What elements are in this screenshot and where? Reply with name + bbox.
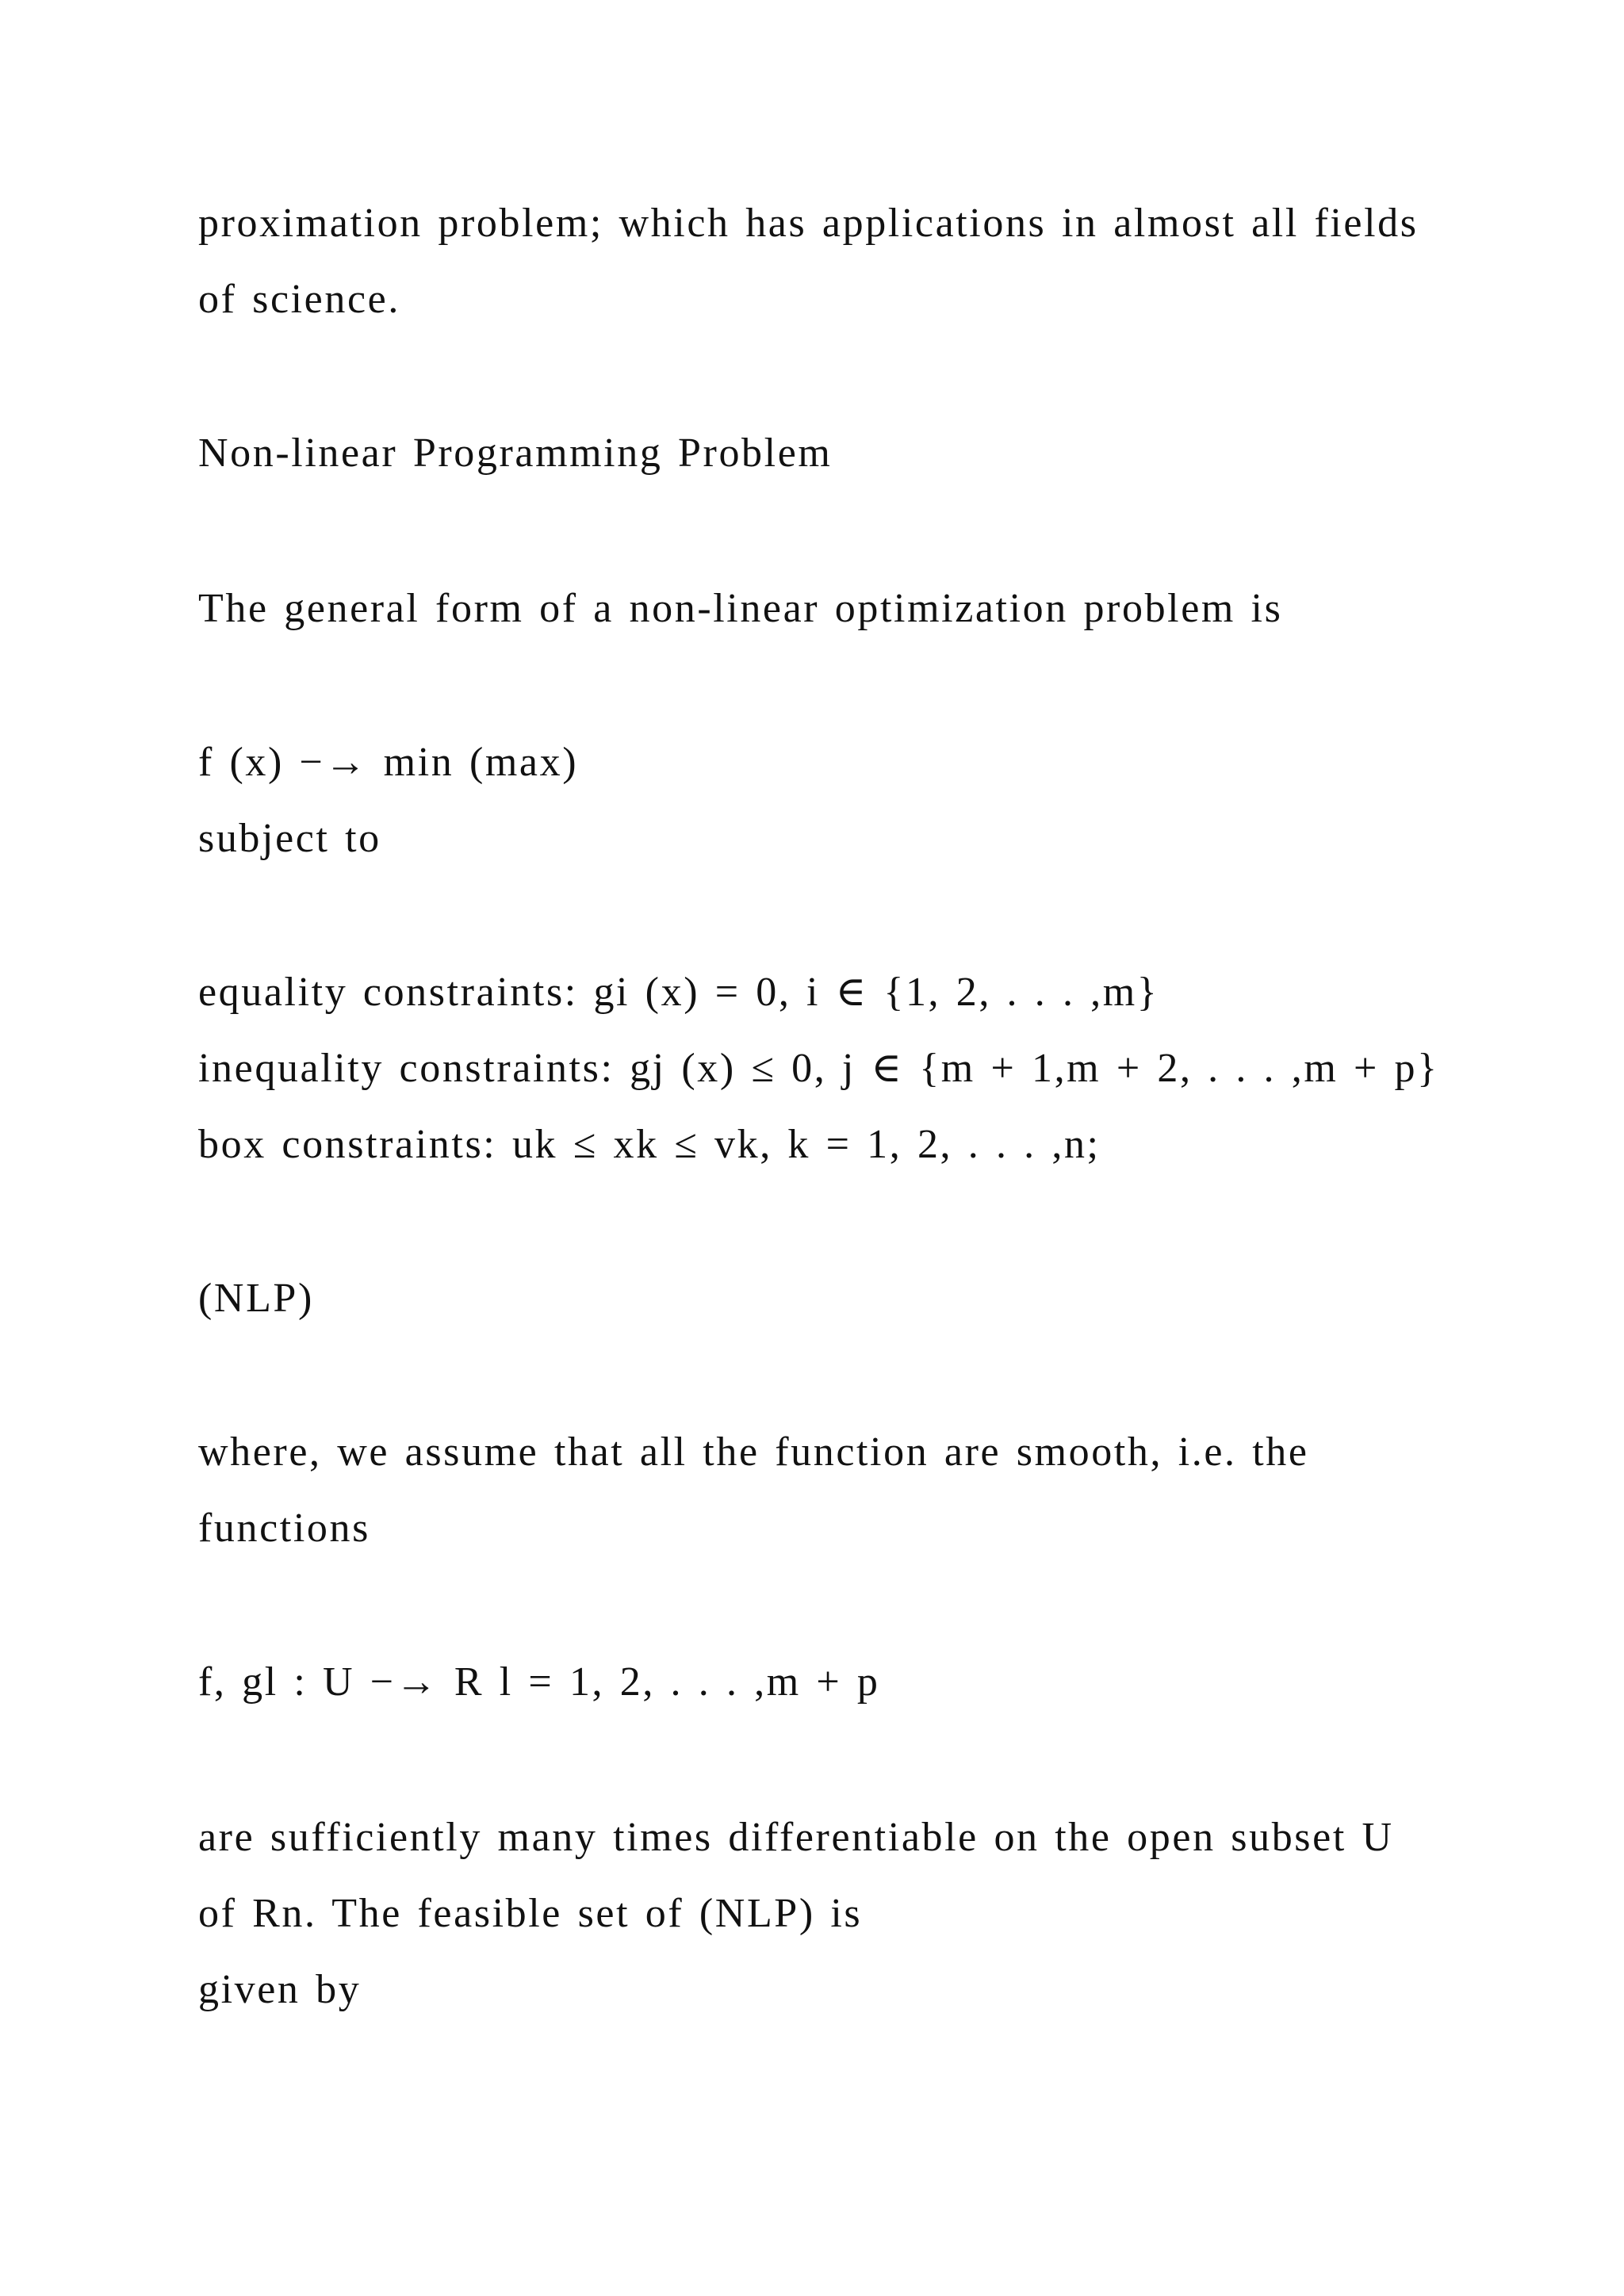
objective-function: f (x) −→ min (max) [198, 740, 579, 785]
smoothness-text-line-2: functions [198, 1506, 370, 1551]
differentiable-text-line-2: of Rn. The feasible set of (NLP) is [198, 1891, 863, 1936]
mapping-formula: f, gl : U −→ R l = 1, 2, . . . ,m + p [198, 1659, 880, 1705]
intro-text-line-2: of science. [198, 277, 400, 322]
subject-to-label: subject to [198, 816, 381, 861]
section-heading: Non-linear Programming Problem [198, 430, 833, 476]
nlp-label: (NLP) [198, 1276, 314, 1321]
smoothness-text-line-1: where, we assume that all the function are smooth, i.e. the [198, 1429, 1309, 1475]
general-form-intro: The general form of a non-linear optimization problem is [198, 586, 1283, 631]
differentiable-text-line-3: given by [198, 1967, 362, 2012]
differentiable-text-line-1: are sufficiently many times differentiable on the open subset U [198, 1815, 1394, 1860]
intro-text-line-1: proximation problem; which has applications in almost all fields [198, 201, 1419, 246]
equality-constraints: equality constraints: gi (x) = 0, i ∈ {1, 2, . . . ,m} [198, 970, 1159, 1015]
inequality-constraints: inequality constraints: gj (x) ≤ 0, j ∈ {m + 1,m + 2, . . . ,m + p} [198, 1046, 1439, 1091]
box-constraints: box constraints: uk ≤ xk ≤ vk, k = 1, 2, . . . ,n; [198, 1122, 1101, 1167]
